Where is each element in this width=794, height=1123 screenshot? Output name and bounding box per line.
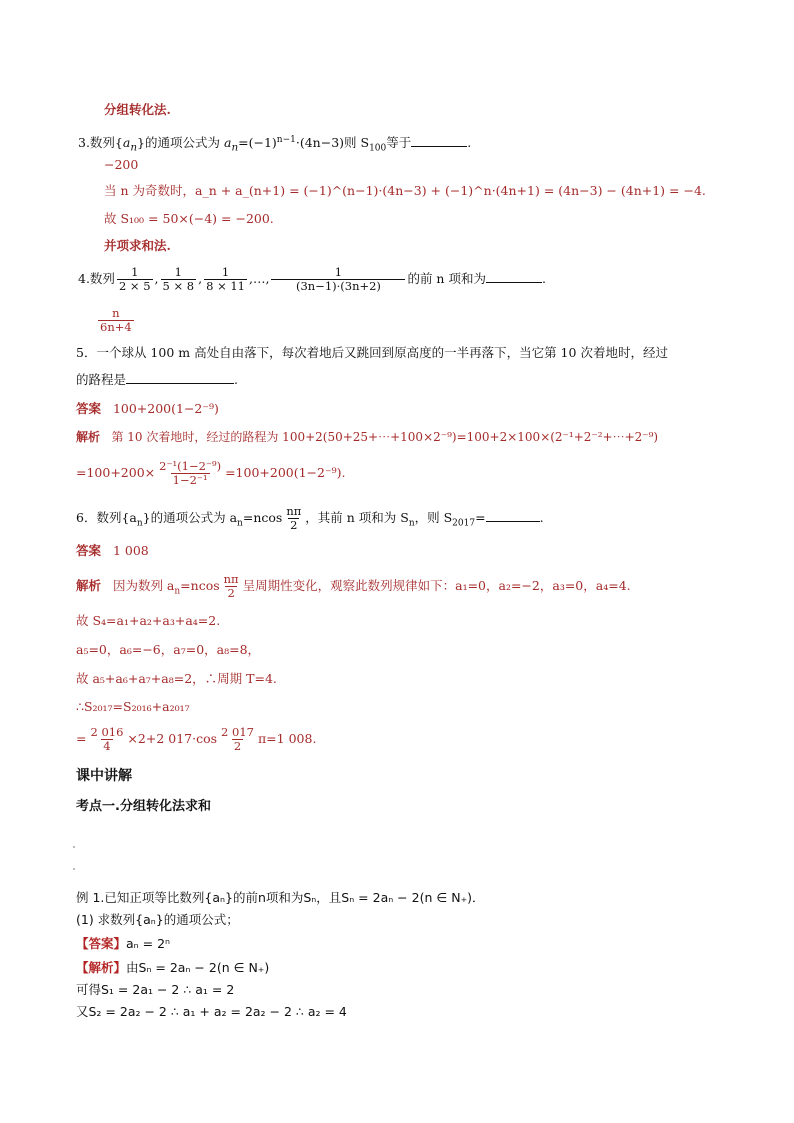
solution-text: 呈周期性变化，观察此数列规律如下：a₁=0，a₂=−2，a₃=0，a₄=4.: [242, 578, 631, 593]
answer-value: 100+200(1−2⁻⁹): [112, 401, 219, 416]
q3-text: 等于: [386, 135, 412, 151]
question-5b: 的路程是 .: [76, 372, 238, 387]
question-6: 6．数列$\{a_n\}$的通项公式为 $a_n=ncos$ $\frac{n\pi}{2}$ ，其前 n 项和为 $S_n$，则 $S_{2017}=$ .: [76, 504, 544, 532]
solution-text: 第 10 次着地时，经过的路程为 100+2(50+25+⋯+100×2⁻⁹)=100+2×100×(2⁻¹+2⁻²+⋯+2⁻⁹): [111, 430, 659, 444]
fraction: $\frac{1}{2 \times 5}$: [118, 265, 151, 293]
q6-text: =: [475, 510, 486, 525]
answer-blank: [411, 134, 467, 147]
solution-6-line2: a₅=0，a₆=−6，a₇=0，a₈=8，: [76, 642, 261, 657]
q4-text: 的前 n 项和为: [407, 271, 486, 286]
decorative-dot: [73, 846, 75, 848]
solution-3: 当 n 为奇数时，a_n + a_(n+1) = (−1)^(n−1)·(4n−3) + (−1)^n·(4n+1) = (4n−3) − (4n+1) = −4.: [104, 183, 706, 198]
answer-6: [76, 542, 149, 560]
q6-text: ，则 S: [414, 510, 453, 525]
solution-tag: 【解析】: [76, 960, 127, 975]
answer-value: 1 008: [112, 543, 149, 558]
example-1-solution: [76, 959, 269, 977]
example-1-solution-line2: 可得S₁ = 2a₁ − 2 ∴ a₁ = 2: [76, 982, 235, 997]
method-note-grouping: 分组转化法.: [104, 102, 171, 117]
solution-text: =: [76, 731, 87, 746]
section-heading: 课中讲解: [76, 768, 132, 784]
solution-text: 由Sₙ = 2aₙ − 2(n ∈ N₊): [126, 960, 270, 975]
answer-4: [96, 305, 136, 335]
answer-blank: [126, 371, 234, 384]
solution-3b: 故 S₁₀₀ = 50×(−4) = −200.: [104, 211, 274, 226]
solution-text: ×2+2 017·cos: [127, 731, 218, 746]
solution-text: 因为数列 a: [112, 578, 175, 593]
fraction: $\frac{n}{6n+4}$: [100, 306, 132, 334]
example-1-part1: (1) 求数列{aₙ}的通项公式；: [76, 912, 239, 927]
solution-5: [76, 428, 658, 446]
q3-text: 3.数列{: [78, 135, 123, 151]
q5-text: 的路程是: [76, 372, 127, 387]
solution-6-line3: 故 a₅+a₆+a₇+a₈=2，∴周期 T=4.: [76, 671, 277, 686]
fraction: $\frac{1}{5 \times 8}$: [162, 265, 195, 293]
q6-text: ，其前 n 项和为 S: [305, 510, 409, 525]
fraction: $\frac{n\pi}{2}$: [286, 504, 302, 532]
answer-5: [76, 400, 219, 418]
answer-value: aₙ = 2ⁿ: [126, 936, 171, 951]
question-3: 3.数列$\{a_n\}$的通项公式为 $a_n=(-1)^{n-1}\cdot(4n-3)$则 $S_{100}$等于 .: [78, 135, 472, 154]
question-4: 4.数列 $\frac{1}{2 \times 5}$ , $\frac{1}{5 \times 8}$ , $\frac{1}{8 \times 11}$ ,…, $\frac{1}{(3n-1)\cdot(3n+2)}$ 的前 n 项和为 .: [78, 265, 546, 293]
answer-label: 答案: [76, 401, 102, 416]
fraction: $\frac{\text{2⁻¹(1−2⁻⁹)}}{\text{1−2⁻¹}}$: [159, 459, 222, 487]
example-1: 例 1.已知正项等比数列{aₙ}的前n项和为Sₙ，且Sₙ = 2aₙ − 2(n ∈ N₊)．: [76, 890, 485, 905]
fraction: $\frac{1}{(3n-1)\cdot(3n+2)}$: [271, 266, 405, 293]
solution-6: 解析 因为数列 $a_n=ncos$ $\frac{n\pi}{2}$ 呈周期性变化，观察此数列规律如下：a₁=0，a₂=−2，a₃=0，a₄=4.: [76, 572, 631, 600]
answer-3: −200: [104, 157, 139, 172]
solution-text: π=1 008.: [257, 731, 317, 746]
q3-text: ·(4n−3)则 S: [295, 135, 370, 151]
fraction: $\frac{2 017}{2}$: [221, 725, 254, 753]
fraction: $\frac{n\pi}{2}$: [223, 572, 239, 600]
solution-6-line1: 故 S₄=a₁+a₂+a₃+a₄=2.: [76, 613, 221, 628]
example-1-solution-line3: 又S₂ = 2a₂ − 2 ∴ a₁ + a₂ = 2a₂ − 2 ∴ a₂ = 4: [76, 1004, 347, 1019]
solution-5b: [76, 456, 345, 490]
method-note-pairing: 并项求和法.: [104, 238, 171, 253]
solution-6-line5: [76, 722, 316, 756]
solution-label: 解析: [76, 430, 101, 444]
q4-text: 4.数列: [78, 271, 115, 286]
q6-text: }的通项公式为 a: [142, 510, 238, 525]
example-1-answer: [76, 935, 170, 953]
solution-6-line4: ∴S₂₀₁₇=S₂₀₁₆+a₂₀₁₇: [76, 699, 190, 714]
answer-blank: [486, 270, 542, 283]
answer-blank: [486, 509, 540, 522]
q3-text: }的通项公式为: [137, 135, 224, 151]
answer-tag: 【答案】: [76, 936, 127, 951]
q6-text: 6．数列{a: [76, 510, 137, 525]
solution-label: 解析: [76, 578, 102, 593]
subsection-heading: 考点一.分组转化法求和: [76, 799, 211, 814]
q6-text: =ncos: [242, 510, 283, 525]
answer-label: 答案: [76, 543, 102, 558]
q3-text: =(−1): [238, 135, 277, 151]
solution-text: =100+200(1−2⁻⁹).: [225, 465, 346, 480]
question-5: 5．一个球从 100 m 高处自由落下，每次着地后又跳回到原高度的一半再落下，当它第 10 次着地时，经过: [76, 345, 668, 360]
solution-text: =100+200×: [76, 465, 156, 480]
decorative-dot: [73, 868, 75, 870]
q4-text: ,…,: [249, 271, 270, 286]
fraction: $\frac{1}{8 \times 11}$: [206, 265, 245, 293]
solution-text: =ncos: [180, 578, 220, 593]
fraction: $\frac{2 016}{4}$: [90, 725, 124, 753]
